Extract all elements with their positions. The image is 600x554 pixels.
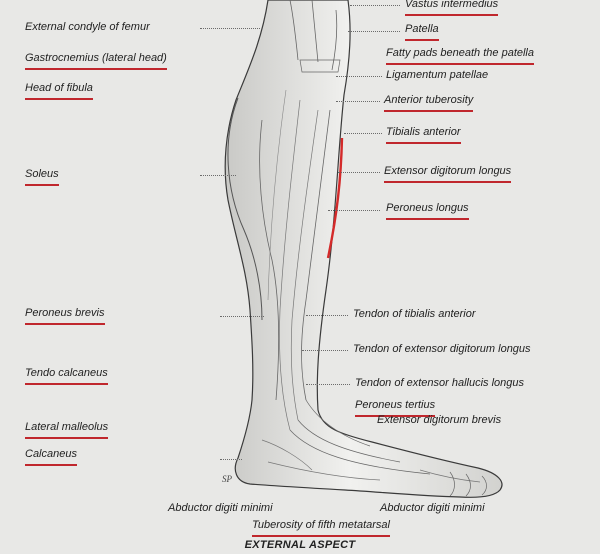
label-tendon-edl: Tendon of extensor digitorum longus — [353, 343, 531, 355]
label-ligamentum-patellae: Ligamentum patellae — [386, 69, 489, 81]
label-abductor-digiti-minimi-right: Abductor digiti minimi — [380, 502, 485, 514]
label-tendon-ehl: Tendon of extensor hallucis longus — [355, 377, 524, 389]
leader-line — [306, 384, 350, 385]
label-soleus: Soleus — [25, 168, 59, 186]
leader-line — [200, 28, 260, 29]
label-tibialis-anterior: Tibialis anterior — [386, 126, 461, 144]
label-peroneus-tertius: Peroneus tertius — [355, 399, 435, 417]
label-extensor-digitorum-longus: Extensor digitorum longus — [384, 165, 511, 183]
leader-line — [344, 133, 382, 134]
label-fatty-pads: Fatty pads beneath the patella — [386, 47, 534, 65]
label-tendon-tibialis-anterior: Tendon of tibialis anterior — [353, 308, 476, 320]
label-tuberosity-fifth-metatarsal: Tuberosity of fifth metatarsal — [252, 519, 390, 537]
label-peroneus-brevis: Peroneus brevis — [25, 307, 105, 325]
leader-line — [336, 76, 382, 77]
leader-line — [302, 350, 348, 351]
label-anterior-tuberosity: Anterior tuberosity — [384, 94, 473, 112]
label-vastus-intermedius: Vastus intermedius — [405, 0, 498, 16]
label-gastrocnemius: Gastrocnemius (lateral head) — [25, 52, 167, 70]
leader-line — [328, 210, 380, 211]
label-head-of-fibula: Head of fibula — [25, 82, 93, 100]
label-abductor-digiti-minimi-left: Abductor digiti minimi — [168, 502, 273, 514]
label-patella: Patella — [405, 23, 439, 41]
label-extensor-digitorum-brevis: Extensor digitorum brevis — [377, 414, 502, 426]
label-calcaneus: Calcaneus — [25, 448, 77, 466]
diagram-caption: EXTERNAL ASPECT — [244, 539, 356, 551]
label-external-condyle: External condyle of femur — [25, 21, 150, 33]
leader-line — [348, 31, 400, 32]
svg-text:SP: SP — [222, 474, 232, 484]
leader-line — [338, 172, 380, 173]
leader-line — [220, 459, 242, 460]
leader-line — [350, 5, 400, 6]
leader-line — [306, 315, 348, 316]
leader-line — [220, 316, 264, 317]
label-lateral-malleolus: Lateral malleolus — [25, 421, 108, 439]
label-tendo-calcaneus: Tendo calcaneus — [25, 367, 108, 385]
leader-line — [336, 101, 380, 102]
leader-line — [200, 175, 236, 176]
label-peroneus-longus: Peroneus longus — [386, 202, 469, 220]
